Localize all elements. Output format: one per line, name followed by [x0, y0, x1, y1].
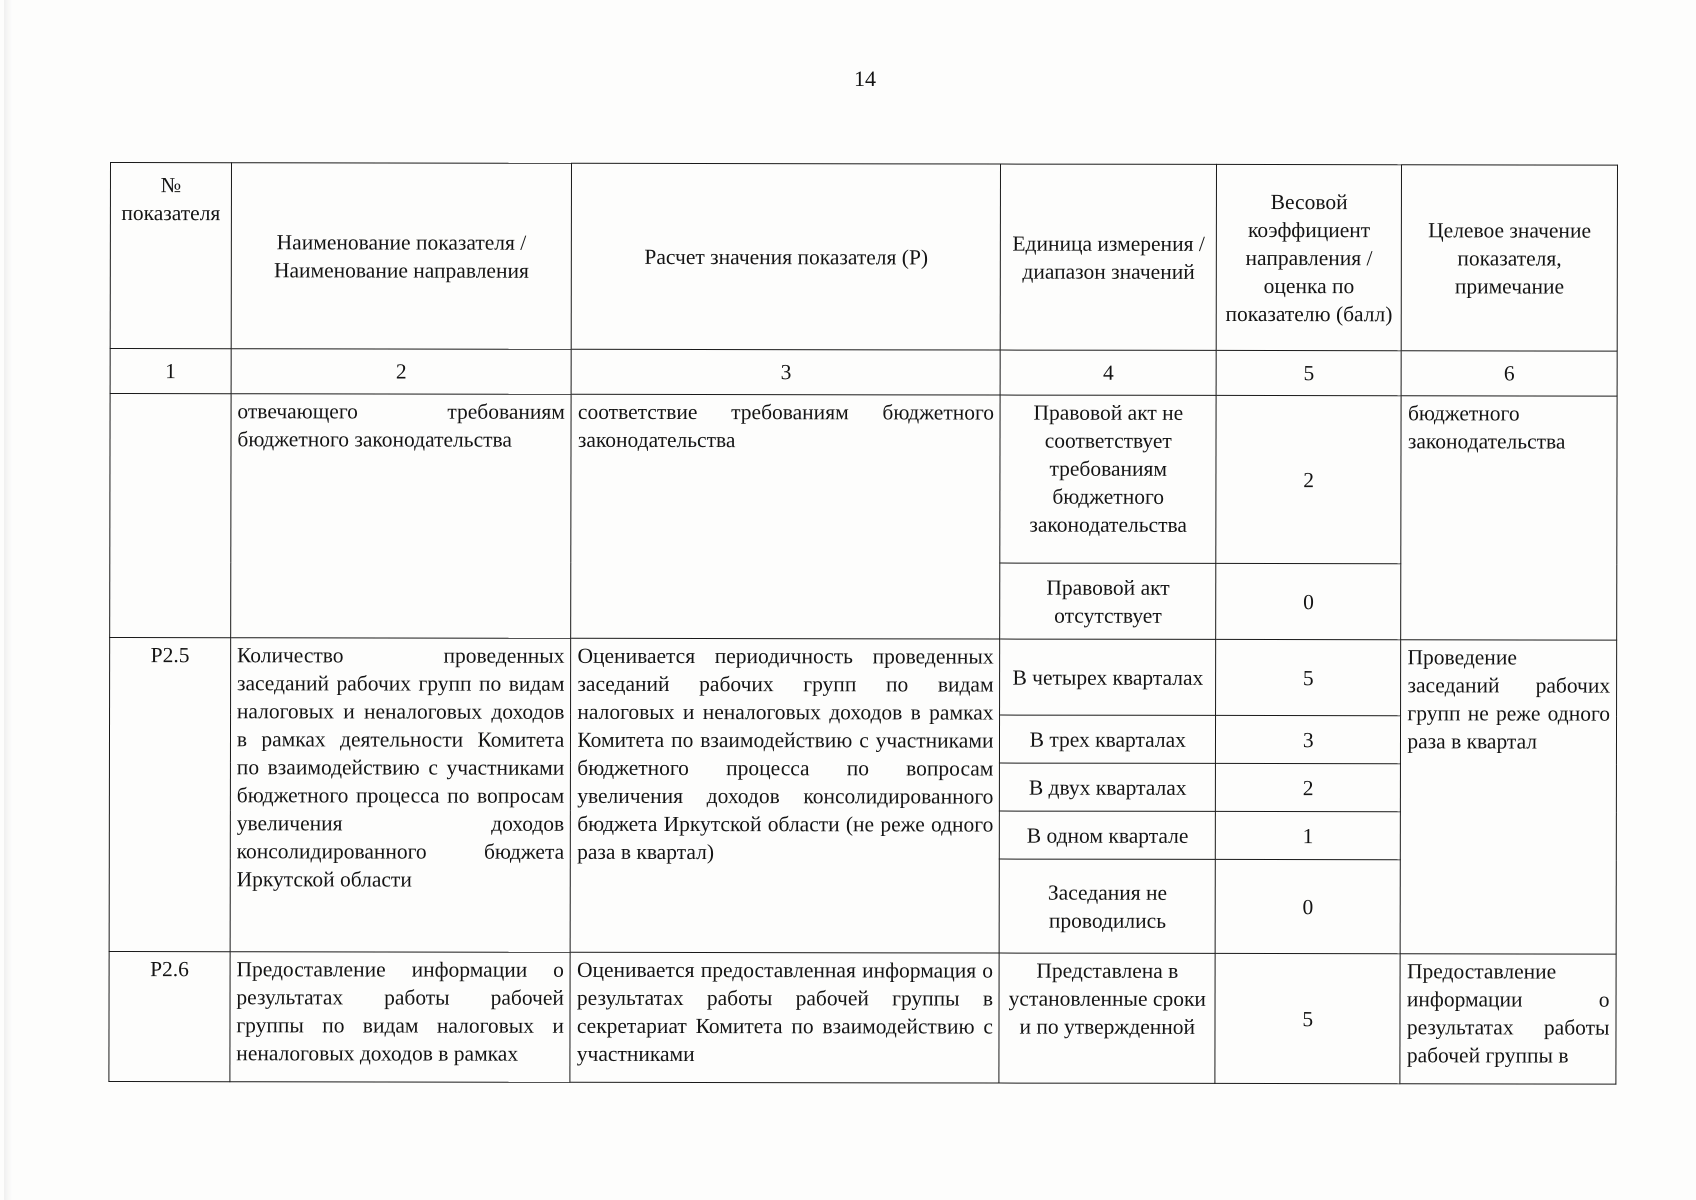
header-weight-score: Весовой коэффициент направления / оценка по показателю (балл) — [1216, 164, 1402, 350]
indicator-number — [110, 394, 231, 638]
score-value: 0 — [1216, 563, 1401, 639]
score-value: 3 — [1215, 715, 1400, 763]
indicator-name: Количество проведенных заседаний рабочих групп по видам налоговых и неналоговых доходов в рамках деятельности Комитета по взаимодействию с участниками бюджетного процесса по вопросам увеличения доходов консолидированного бюджета Иркутской области — [230, 638, 571, 953]
indicator-number: Р2.5 — [109, 638, 230, 952]
range-option: Заседания не проводились — [1000, 859, 1216, 953]
indicator-calculation: соответствие требованиям бюджетного законодательства — [571, 394, 1001, 639]
indicator-calculation: Оценивается периодичность проведенных заседаний рабочих групп по видам налоговых и неналоговых доходов в рамках Комитета по взаимодействию с участниками бюджетного процесса по вопросам увеличения доходов консолидированного бюджета Иркутской области (не реже одного раза в квартал) — [570, 638, 1000, 953]
score-value: 5 — [1215, 953, 1401, 1083]
indicator-calculation: Оценивается предоставленная информация о результатах работы рабочей группы в секретариат Комитета по взаимодействию с участниками — [570, 952, 999, 1083]
indicators-table-wrapper — [108, 162, 1618, 1085]
range-option: В четырех кварталах — [1000, 639, 1216, 715]
score-value: 2 — [1216, 395, 1402, 563]
range-option: В трех кварталах — [1000, 715, 1216, 763]
range-option: В двух кварталах — [1000, 763, 1216, 811]
table-header-row — [110, 163, 1617, 352]
column-number-row — [110, 349, 1617, 397]
header-indicator-number: № показателя — [110, 163, 231, 349]
score-value: 0 — [1215, 859, 1401, 953]
column-number: 2 — [231, 349, 572, 395]
header-target-note: Целевое значение показателя, примечание — [1402, 165, 1618, 351]
scan-edge-shadow — [4, 0, 12, 1200]
table-row — [110, 394, 1617, 565]
target-note: Предоставление информации о результатах работы рабочей группы в — [1400, 954, 1616, 1084]
target-note: Проведение заседаний рабочих групп не реже одного раза в квартал — [1401, 640, 1617, 954]
range-option: Правовой акт отсутствует — [1000, 563, 1216, 639]
table-row — [110, 638, 1617, 717]
score-value: 5 — [1216, 639, 1401, 715]
score-value: 2 — [1215, 763, 1400, 811]
column-number: 6 — [1401, 351, 1617, 396]
table-row — [109, 951, 1616, 1084]
range-option: Представлена в установленные сроки и по утвержденной — [999, 953, 1215, 1083]
column-number: 5 — [1216, 350, 1401, 395]
column-number: 1 — [110, 349, 231, 394]
column-number: 3 — [571, 349, 1000, 395]
header-indicator-name: Наименование показателя / Наименование направления — [231, 163, 572, 350]
indicator-name: отвечающего требованиям бюджетного законодательства — [231, 394, 572, 639]
target-note: бюджетного законодательства — [1401, 396, 1617, 640]
indicator-number: Р2.6 — [109, 951, 230, 1081]
header-calculation: Расчет значения показателя (Р) — [572, 163, 1001, 350]
range-option: В одном квартале — [1000, 811, 1216, 859]
indicator-name: Предоставление информации о результатах работы рабочей группы по видам налоговых и неналоговых доходов в рамках — [230, 952, 571, 1083]
page-number: 14 — [854, 66, 876, 91]
column-number: 4 — [1001, 350, 1217, 395]
range-option: Правовой акт не соответствует требованиям бюджетного законодательства — [1000, 395, 1216, 563]
header-unit-range: Единица измерения / диапазон значений — [1001, 164, 1217, 350]
score-value: 1 — [1215, 811, 1400, 859]
indicators-table — [108, 162, 1618, 1085]
